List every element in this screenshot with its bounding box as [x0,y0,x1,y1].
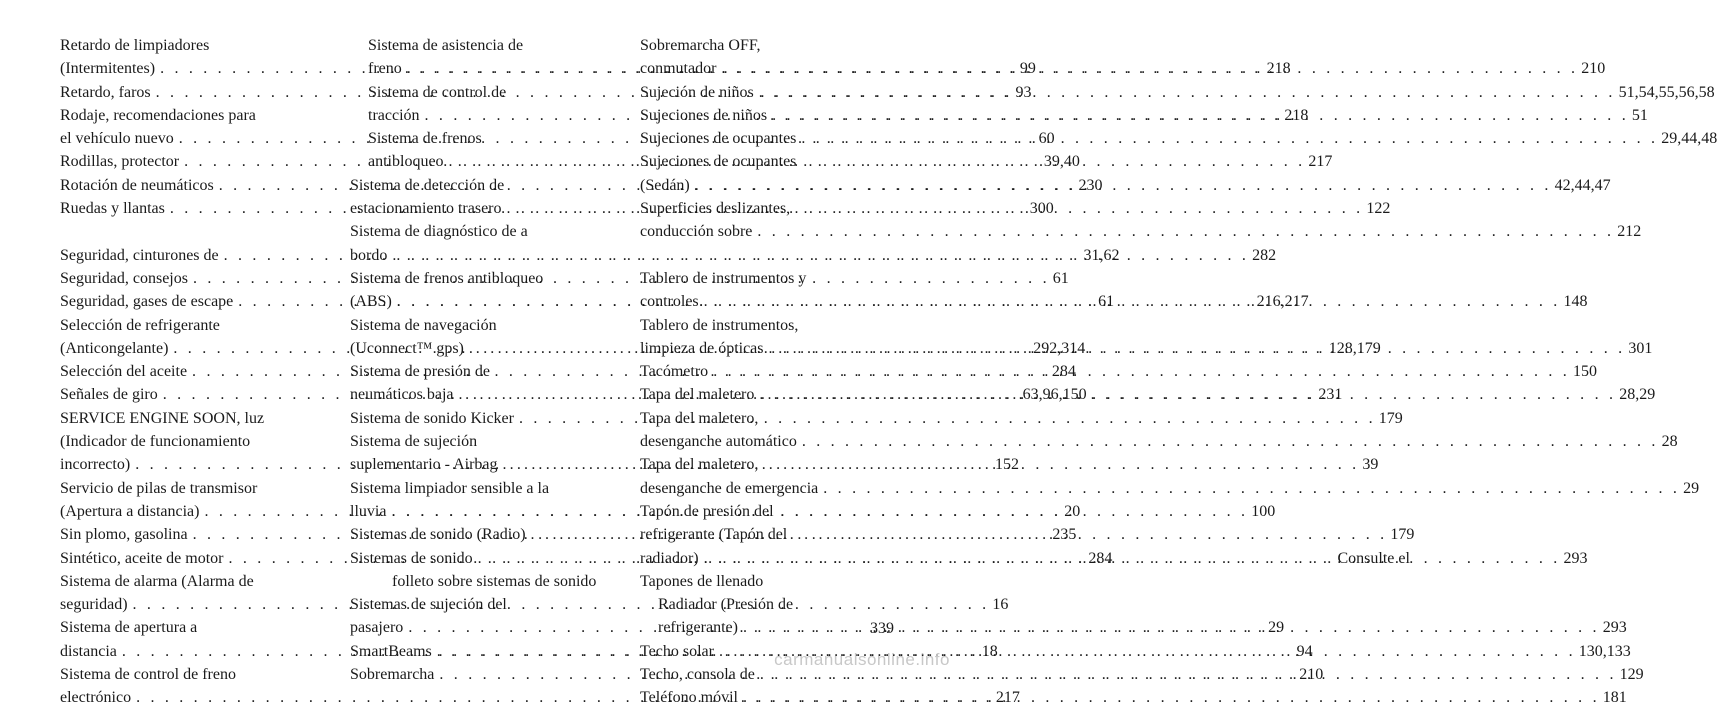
index-entry [350,220,606,243]
index-entry [350,267,606,290]
index-page-ref: 218 [1284,106,1309,124]
index-term: Teléfono móvil [640,689,738,707]
index-entry [640,616,1627,639]
index-term: Tapones de llenado [640,572,764,590]
index-entry [640,430,1678,453]
index-page-ref: 217 [1308,153,1333,171]
index-page-ref: 217 [995,689,1020,707]
index-entry [350,174,606,197]
index-entry [640,570,896,593]
index-spacer [640,244,896,267]
index-term: Sobremarcha OFF, [640,37,761,54]
index-entry [640,523,896,546]
index-page-ref: 61 [1052,269,1069,287]
index-entry [640,197,896,220]
index-term: folleto sobre sistemas de sonido [392,572,597,590]
index-term: Sistema de frenos [368,130,482,148]
index-page-ref: 128,179 [1328,339,1381,357]
index-page-ref: 39 [1362,456,1379,474]
index-spacer [60,220,312,243]
index-term: Tapón de presión del [640,502,774,520]
index-page-ref: 61 [1098,293,1115,311]
index-page-ref: 150 [1573,363,1597,381]
index-page-ref: 122 [1366,200,1391,218]
index-entry [640,220,1642,243]
index-page-ref: 179 [1390,526,1415,544]
dot-leader [754,81,1619,104]
index-page-ref: 301 [1628,339,1653,357]
index-page-ref: 231 [1318,386,1343,404]
index-entry [640,34,896,57]
index-term: Rodaje, recomendaciones para [60,106,256,124]
index-page-ref: 29,44,48 [1661,130,1717,148]
index-term: desenganche automático [640,433,797,451]
index-page-ref: 94 [1296,642,1313,660]
index-entry [60,616,312,639]
dot-leader [754,383,1619,406]
dot-leader [738,686,1603,709]
index-page-ref: 18 [981,642,998,660]
index-term: Sistema de frenos antibloqueo [350,269,544,287]
index-term: Techo, consola de [640,666,755,684]
index-page-ref: 129 [1619,666,1644,684]
dot-leader [764,337,1629,360]
index-page-ref: 210 [1581,60,1606,78]
index-term: antibloqueo [368,153,444,171]
dot-leader [502,197,1367,220]
index-entry [350,34,606,57]
index-term: controles [640,293,699,311]
index-term: Sistema de sonido Kicker [350,409,514,427]
index-entry [640,477,1700,500]
index-term: pasajero [350,619,404,637]
index-term: Sistema de control de freno [60,666,236,684]
index-term: Sistema de presión de [350,363,490,381]
index-term: Sujeciones de niños [640,106,768,124]
index-entry [640,150,896,173]
index-term: Servicio de pilas de transmisor [60,479,258,497]
index-entry [640,500,896,523]
index-page-ref: 152 [995,456,1019,474]
index-term: Sistema de apertura a [60,619,198,637]
index-term: freno [368,60,402,78]
watermark: carmanualsonline.info [774,650,950,669]
index-term: Sintético, aceite de motor [60,549,224,567]
dot-leader [796,127,1661,150]
index-entry [60,570,312,593]
index-page-ref: 39,40 [1043,153,1080,171]
index-term: estacionamiento trasero [350,200,502,218]
index-term: Sin plomo, gasolina [60,526,188,544]
index-term: Sujeciones de ocupantes [640,130,797,148]
index-term: (Indicador de funcionamiento [60,433,251,451]
dot-leader [818,477,1683,500]
index-term: Tacómetro [640,363,709,381]
index-page-ref: 42,44,47 [1554,176,1611,194]
dot-leader [708,360,1573,383]
index-page-ref: 230 [1078,176,1103,194]
index-entry [640,407,896,430]
index-term: desenganche de emergencia [640,479,819,497]
index-page-ref: 293 [1563,549,1588,567]
dot-leader [738,616,1603,639]
index-term: seguridad) [60,596,128,614]
index-term: (Apertura a distancia) [60,502,200,520]
index-term: Seguridad, consejos [60,269,188,287]
index-page-ref: 235 [1052,526,1077,544]
index-term: conmutador [640,60,717,78]
index-entry [60,314,312,337]
dot-leader [699,290,1564,313]
index-page-ref: 16 [992,596,1009,614]
index-term: Ruedas y llantas [60,200,165,218]
index-page-ref: 300 [1029,200,1054,218]
index-entry [640,453,896,476]
index-term: Sistema de alarma (Alarma de [60,572,254,590]
index-page-ref: 218 [1266,60,1291,78]
index-page-ref: 282 [1252,246,1277,264]
index-term: Sistema limpiador sensible a la [350,479,550,497]
index-page-ref: Consulte el [1337,549,1410,567]
index-entry [60,104,312,127]
index-term: Sistema de diagnóstico de a [350,223,528,241]
index-term: (Intermitentes) [60,60,156,78]
index-term: Radiador (Presión de [658,596,794,614]
index-entry [60,477,312,500]
index-page-ref: 28,29 [1619,386,1656,404]
index-page-ref: 60 [1038,130,1055,148]
index-term: Sistemas de sonido (Radio) [350,526,526,544]
index-entry [60,663,312,686]
index-term: Sujeciones de ocupantes [640,153,797,171]
index-entry [60,407,312,430]
index-page-ref: 51 [1631,106,1648,124]
index-page-ref: 29 [1683,479,1700,497]
index-page-ref: 29 [1268,619,1285,637]
index-term: Sistema de navegación [350,316,497,334]
index-term: refrigerante) [658,619,738,637]
index-page-ref: 210 [1299,666,1324,684]
index-page-ref: 99 [1019,60,1036,78]
index-page-ref: 284 [1051,363,1076,381]
index-term: limpieza de ópticas [640,339,764,357]
index-term: tracción [368,106,420,124]
dot-leader [752,220,1617,243]
index-entry [640,267,896,290]
index-term: Sistemas de sonido [350,549,473,567]
index-term: Rotación de neumáticos [60,176,214,194]
index-term: Seguridad, gases de escape [60,293,234,311]
index-entry [350,314,606,337]
page-number: 339 [870,620,894,637]
dot-leader [699,547,1564,570]
index-term: Retardo, faros [60,83,151,101]
index-page-ref: 130,133 [1578,642,1631,660]
index-term: (ABS) [350,293,392,311]
index-term: Retardo de limpiadores [60,37,210,54]
index-page-ref: 148 [1563,293,1588,311]
index-page-ref: 63,96,150 [1022,386,1087,404]
index-term: electrónico [60,689,132,707]
index-page-ref: 179 [1378,409,1403,427]
index-term: Superficies deslizantes, [640,200,791,218]
index-entry [640,593,896,616]
index-entry [60,34,312,57]
index-page-ref: 31,62 [1083,246,1120,264]
index-page-ref: 28 [1661,433,1678,451]
index-page-ref: 51,54,55,56,58 [1618,83,1715,101]
dot-leader [188,267,1053,290]
index-term: Sujeción de niños [640,83,754,101]
index-page-ref: 100 [1251,502,1276,520]
index-term: Sistema de control de [368,83,507,101]
index-term: (Sedán) [640,176,690,194]
dot-leader [690,174,1555,197]
index-entry [350,81,606,104]
index-term: Tablero de instrumentos, [640,316,799,334]
index-term: (Anticongelante) [60,339,169,357]
index-entry [350,477,606,500]
index-term: Señales de giro [60,386,158,404]
index-term: lluvia [350,502,387,520]
index-entry [350,360,606,383]
index-term: Tablero de instrumentos y [640,269,807,287]
index-term: refrigerante (Tapón del [640,526,788,544]
index-entry [350,127,606,150]
index-term: Techo solar [640,642,714,660]
index-term: radiador) [640,549,699,567]
index-term: Seguridad, cinturones de [60,246,219,264]
index-term: Sistema de asistencia de [368,37,524,54]
index-term: suplementario - Airbag [350,456,498,474]
index-term: SmartBeams [350,642,432,660]
dot-leader [767,104,1632,127]
index-term: conducción sobre [640,223,753,241]
index-term: Sistema de sujeción [350,433,478,451]
index-entry [350,430,606,453]
index-entry [350,593,606,616]
index-entry [60,430,312,453]
index-entry [640,314,896,337]
index-term: Selección de refrigerante [60,316,220,334]
dot-leader [797,430,1662,453]
index-term: el vehículo nuevo [60,130,174,148]
index-term: Tapa del maletero [640,386,755,404]
dot-leader [716,57,1581,80]
index-term: Sistemas de sujeción del [350,596,507,614]
index-page-ref: 293 [1602,619,1627,637]
index-term: Rodillas, protector [60,153,180,171]
index-term: Sobremarcha [350,666,435,684]
index-term: neumáticos baja [350,386,454,404]
dot-leader [498,453,1363,476]
index-page-ref: 212 [1617,223,1642,241]
index-term: distancia [60,642,117,660]
index-term: Selección del aceite [60,363,188,381]
index-term: SERVICE ENGINE SOON, luz [60,409,265,427]
index-term: Tapa del maletero, [640,409,759,427]
index-page-ref: 292,314 [1033,339,1086,357]
index-term: (Uconnect™ gps) [350,339,464,357]
index-term: incorrecto) [60,456,131,474]
index-page-ref: 284 [1088,549,1113,567]
index-term: Tapa del maletero, [640,456,759,474]
index-page-ref: 216,217 [1256,293,1309,311]
index-page-ref: 181 [1602,689,1627,707]
index-term: Sistema de detección de [350,176,505,194]
index-page-ref: 20 [1064,502,1081,520]
index-page-ref: 93 [1015,83,1032,101]
index-term: bordo [350,246,388,264]
index-entry [350,570,606,593]
